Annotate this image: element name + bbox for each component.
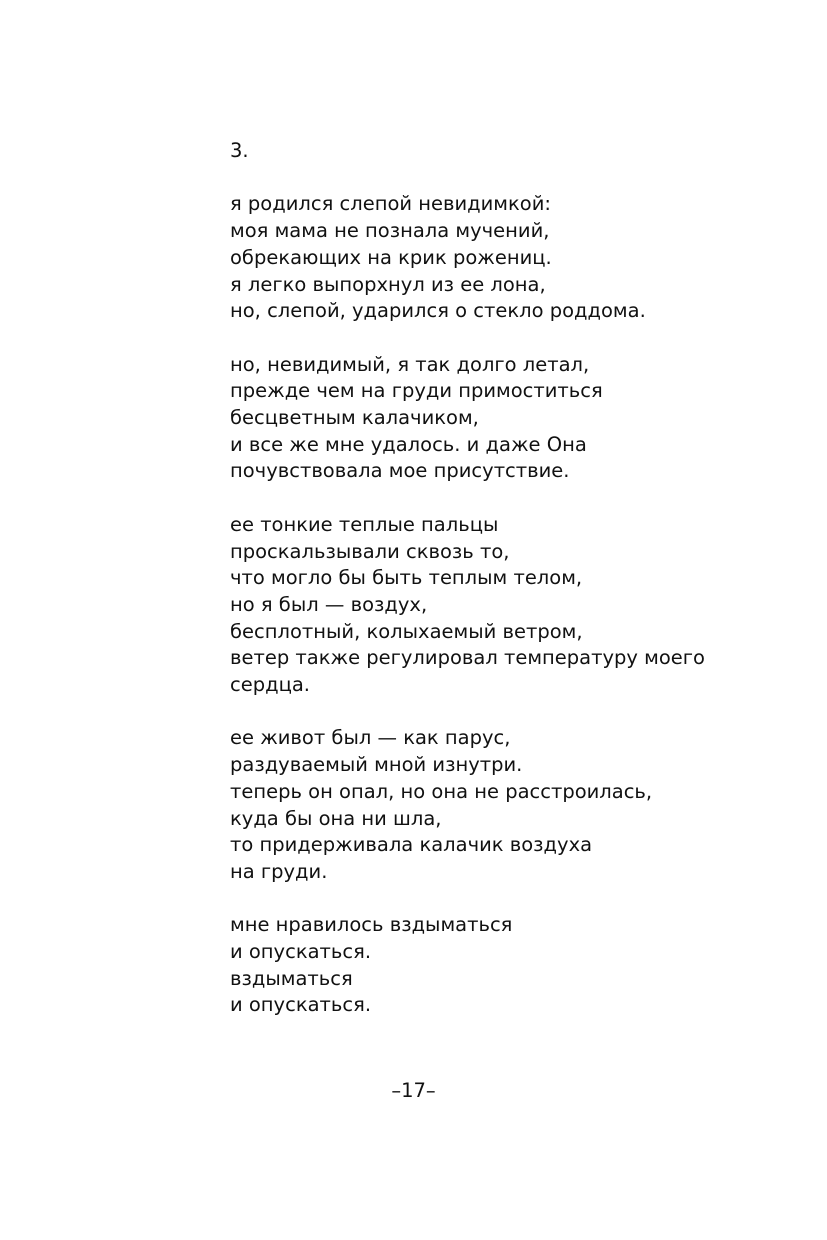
poem-line: я легко выпорхнул из ее лона, <box>230 272 546 296</box>
poem-line: прежде чем на груди примоститься <box>230 379 603 403</box>
poem-line: мне нравилось вздыматься <box>230 913 513 937</box>
poem-line: что могло бы быть теплым телом, <box>230 566 583 590</box>
poem-line: бесплотный, колыхаемый ветром, <box>230 619 583 643</box>
poem-line: куда бы она ни шла, <box>230 806 442 830</box>
poem-line: проскальзывали сквозь то, <box>230 539 510 563</box>
stanza-1 <box>230 191 790 325</box>
poem-line: ветер также регулировал температуру моего <box>230 646 705 670</box>
poem-line: моя мама не познала мучений, <box>230 219 550 243</box>
page-number: –17– <box>391 1079 436 1102</box>
poem-line: ее живот был — как парус, <box>230 726 511 750</box>
poem-line: сердца. <box>230 673 310 697</box>
poem <box>230 138 790 1046</box>
poem-line: и все же мне удалось. и даже Она <box>230 432 587 456</box>
poem-line: но, слепой, ударился о стекло роддома. <box>230 299 646 323</box>
stanza-5 <box>230 912 790 1019</box>
stanza-4 <box>230 725 790 885</box>
poem-line: бесцветным калачиком, <box>230 406 479 429</box>
poem-line: ее тонкие теплые пальцы <box>230 512 499 536</box>
poem-line: я родился слепой невидимкой: <box>230 192 551 216</box>
poem-line: но, невидимый, я так долго летал, <box>230 352 590 376</box>
poem-line: обрекающих на крик рожениц. <box>230 245 552 269</box>
poem-line: на груди. <box>230 859 328 883</box>
poem-line: вздыматься <box>230 966 353 990</box>
poem-line: но я был — воздух, <box>230 592 428 616</box>
stanza-3 <box>230 512 790 699</box>
stanza-2 <box>230 352 790 486</box>
poem-line: почувствовала мое присутствие. <box>230 459 570 483</box>
poem-line: и опускаться. <box>230 993 372 1017</box>
poem-line: раздуваемый мной изнутри. <box>230 753 523 777</box>
poem-line: и опускаться. <box>230 940 372 964</box>
poem-number-heading: 3. <box>230 139 249 162</box>
poem-line: теперь он опал, но она не расстроилась, <box>230 779 653 803</box>
poem-line: то придерживала калачик воздуха <box>230 833 593 857</box>
